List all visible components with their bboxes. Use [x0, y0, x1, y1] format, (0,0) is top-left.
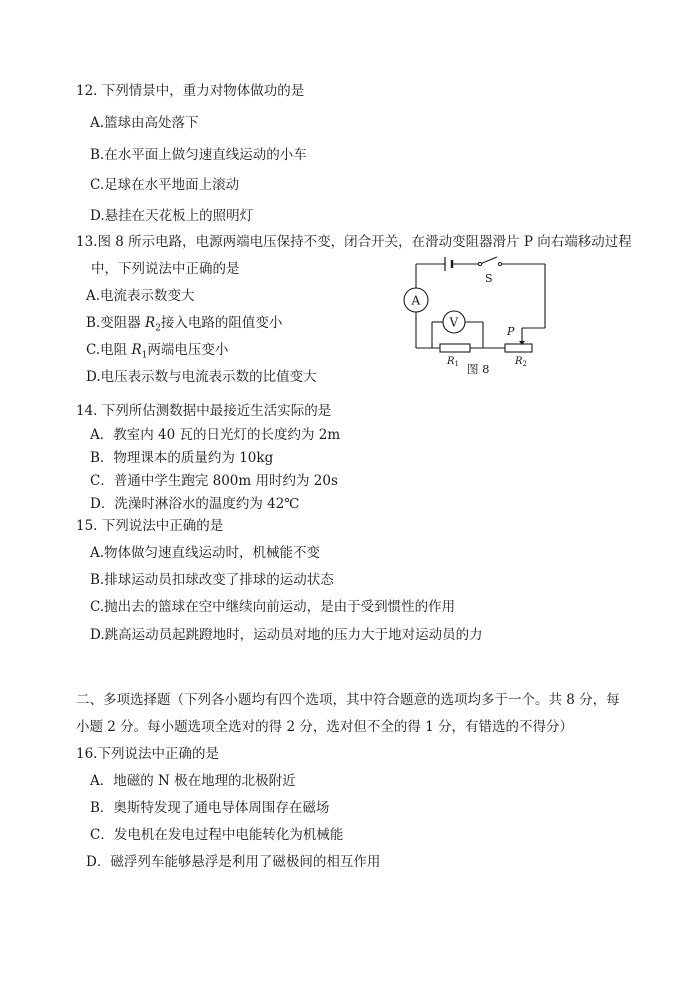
circuit-diagram-figure-8: [395, 255, 555, 380]
q12-option-d: D.悬挂在天花板上的照明灯: [90, 208, 254, 224]
q15-option-b: B.排球运动员扣球改变了排球的运动状态: [90, 572, 334, 588]
q13-stem-line1: 13.图 8 所示电路，电源两端电压保持不变，闭合开关，在滑动变阻器滑片 P 向右端移动过程: [76, 234, 632, 250]
ammeter-label: A: [411, 293, 421, 308]
q12-option-a: A.篮球由高处落下: [90, 115, 199, 131]
section2-heading-line2: 小题 2 分。每小题选项全选对的得 2 分，选对但不全的得 1 分，有错选的不得分）: [76, 719, 574, 735]
q15-option-c: C.抛出去的篮球在空中继续向前运动，是由于受到惯性的作用: [90, 599, 456, 615]
q13-option-d: D.电压表示数与电流表示数的比值变大: [86, 369, 317, 385]
q15-option-a: A.物体做匀速直线运动时，机械能不变: [90, 545, 321, 561]
q12-stem: 12. 下列情景中，重力对物体做功的是: [76, 83, 305, 99]
q16-option-a: A．地磁的 N 极在地理的北极附近: [90, 773, 296, 789]
q15-stem: 15. 下列说法中正确的是: [76, 518, 224, 534]
q14-option-c: C．普通中学生跑完 800m 用时约为 20s: [90, 473, 338, 489]
q13-option-c: C.电阻 $R_1$两端电压变小: [86, 342, 229, 361]
q16-option-d: D．磁浮列车能够悬浮是利用了磁极间的相互作用: [86, 854, 381, 870]
figure-caption: 图 8: [467, 362, 490, 376]
switch-label: S: [485, 272, 493, 285]
r1-label: $R_1$: [447, 356, 459, 368]
rheostat-r2: [505, 344, 532, 352]
section2-heading-line1: 二、多项选择题（下列各小题均有四个选项，其中符合题意的选项均多于一个。共 8 分，每: [76, 692, 620, 708]
switch-contact-left: [478, 262, 481, 265]
q16-stem: 16.下列说法中正确的是: [76, 746, 219, 762]
q16-option-c: C．发电机在发电过程中电能转化为机械能: [90, 827, 344, 843]
q14-option-b: B．物理课本的质量约为 10kg: [90, 450, 274, 466]
q14-option-d: D．洗澡时淋浴水的温度约为 42℃: [90, 496, 300, 512]
q13-option-a: A.电流表示数变大: [86, 288, 195, 304]
switch-contact-right: [498, 262, 501, 265]
q13-stem-line2: 中，下列说法中正确的是: [91, 261, 240, 277]
q14-option-a: A．教室内 40 瓦的日光灯的长度约为 2m: [90, 427, 341, 443]
q16-option-b: B．奥斯特发现了通电导体周围存在磁场: [90, 800, 330, 816]
resistor-r1: [440, 344, 470, 352]
slider-p-label: P: [507, 325, 515, 338]
r2-label: $R_2$: [515, 356, 527, 368]
q14-stem: 14. 下列所估测数据中最接近生活实际的是: [76, 403, 332, 419]
q15-option-d: D.跳高运动员起跳蹬地时，运动员对地的压力大于地对运动员的力: [90, 627, 483, 643]
voltmeter-label: V: [449, 315, 459, 330]
q13-option-b: B.变阻器 $R_2$接入电路的阻值变小: [86, 315, 283, 334]
q12-option-c: C.足球在水平地面上滚动: [90, 177, 240, 193]
q12-option-b: B.在水平面上做匀速直线运动的小车: [90, 147, 307, 163]
